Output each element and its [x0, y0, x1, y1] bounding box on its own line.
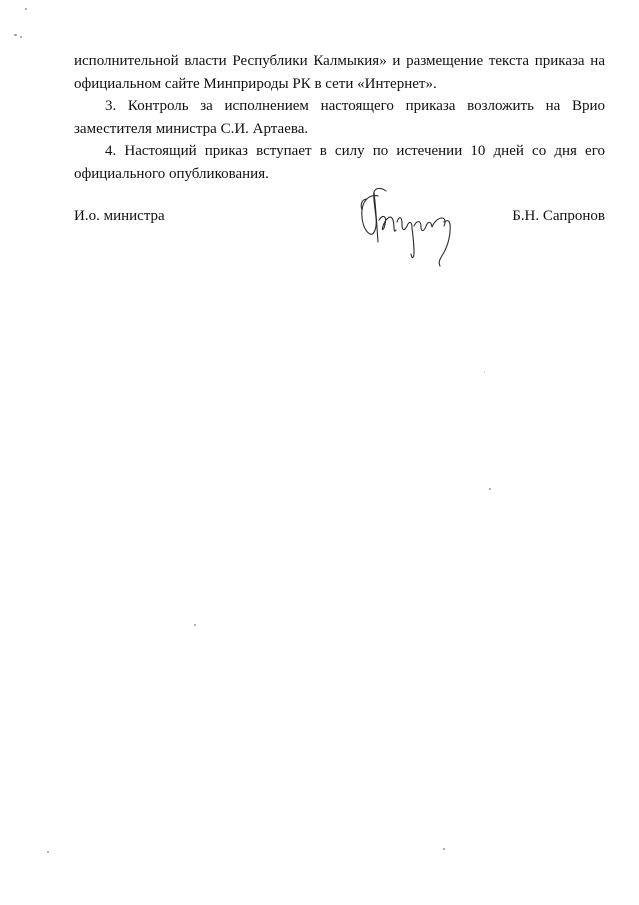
paragraph-line: официальном сайте Минприроды РК в сети «Интернет».: [74, 75, 437, 92]
scan-speck: [47, 851, 49, 853]
signer-name: Б.Н. Сапронов: [512, 208, 605, 224]
document-body: [74, 50, 605, 185]
scan-speck: [25, 8, 27, 10]
item-4-line: 4. Настоящий приказ вступает в силу по истечении 10 дней со дня его: [105, 143, 605, 159]
item-3-line: 3. Контроль за исполнением настоящего приказа возложить на Врио: [105, 98, 605, 114]
scan-speck: [20, 36, 22, 38]
scan-speck: [489, 488, 491, 490]
item-4-line: официального опубликования.: [74, 165, 269, 182]
paragraph-line: исполнительной власти Республики Калмыкия» и размещение текста приказа на: [74, 53, 605, 69]
scan-speck: [194, 624, 196, 626]
signer-position: И.о. министра: [74, 208, 165, 224]
scan-speck: [443, 848, 445, 850]
item-3-line: заместителя министра С.И. Артаева.: [74, 120, 309, 137]
scan-speck: [14, 34, 17, 36]
scan-speck: [484, 372, 485, 373]
handwritten-signature: [350, 180, 465, 272]
